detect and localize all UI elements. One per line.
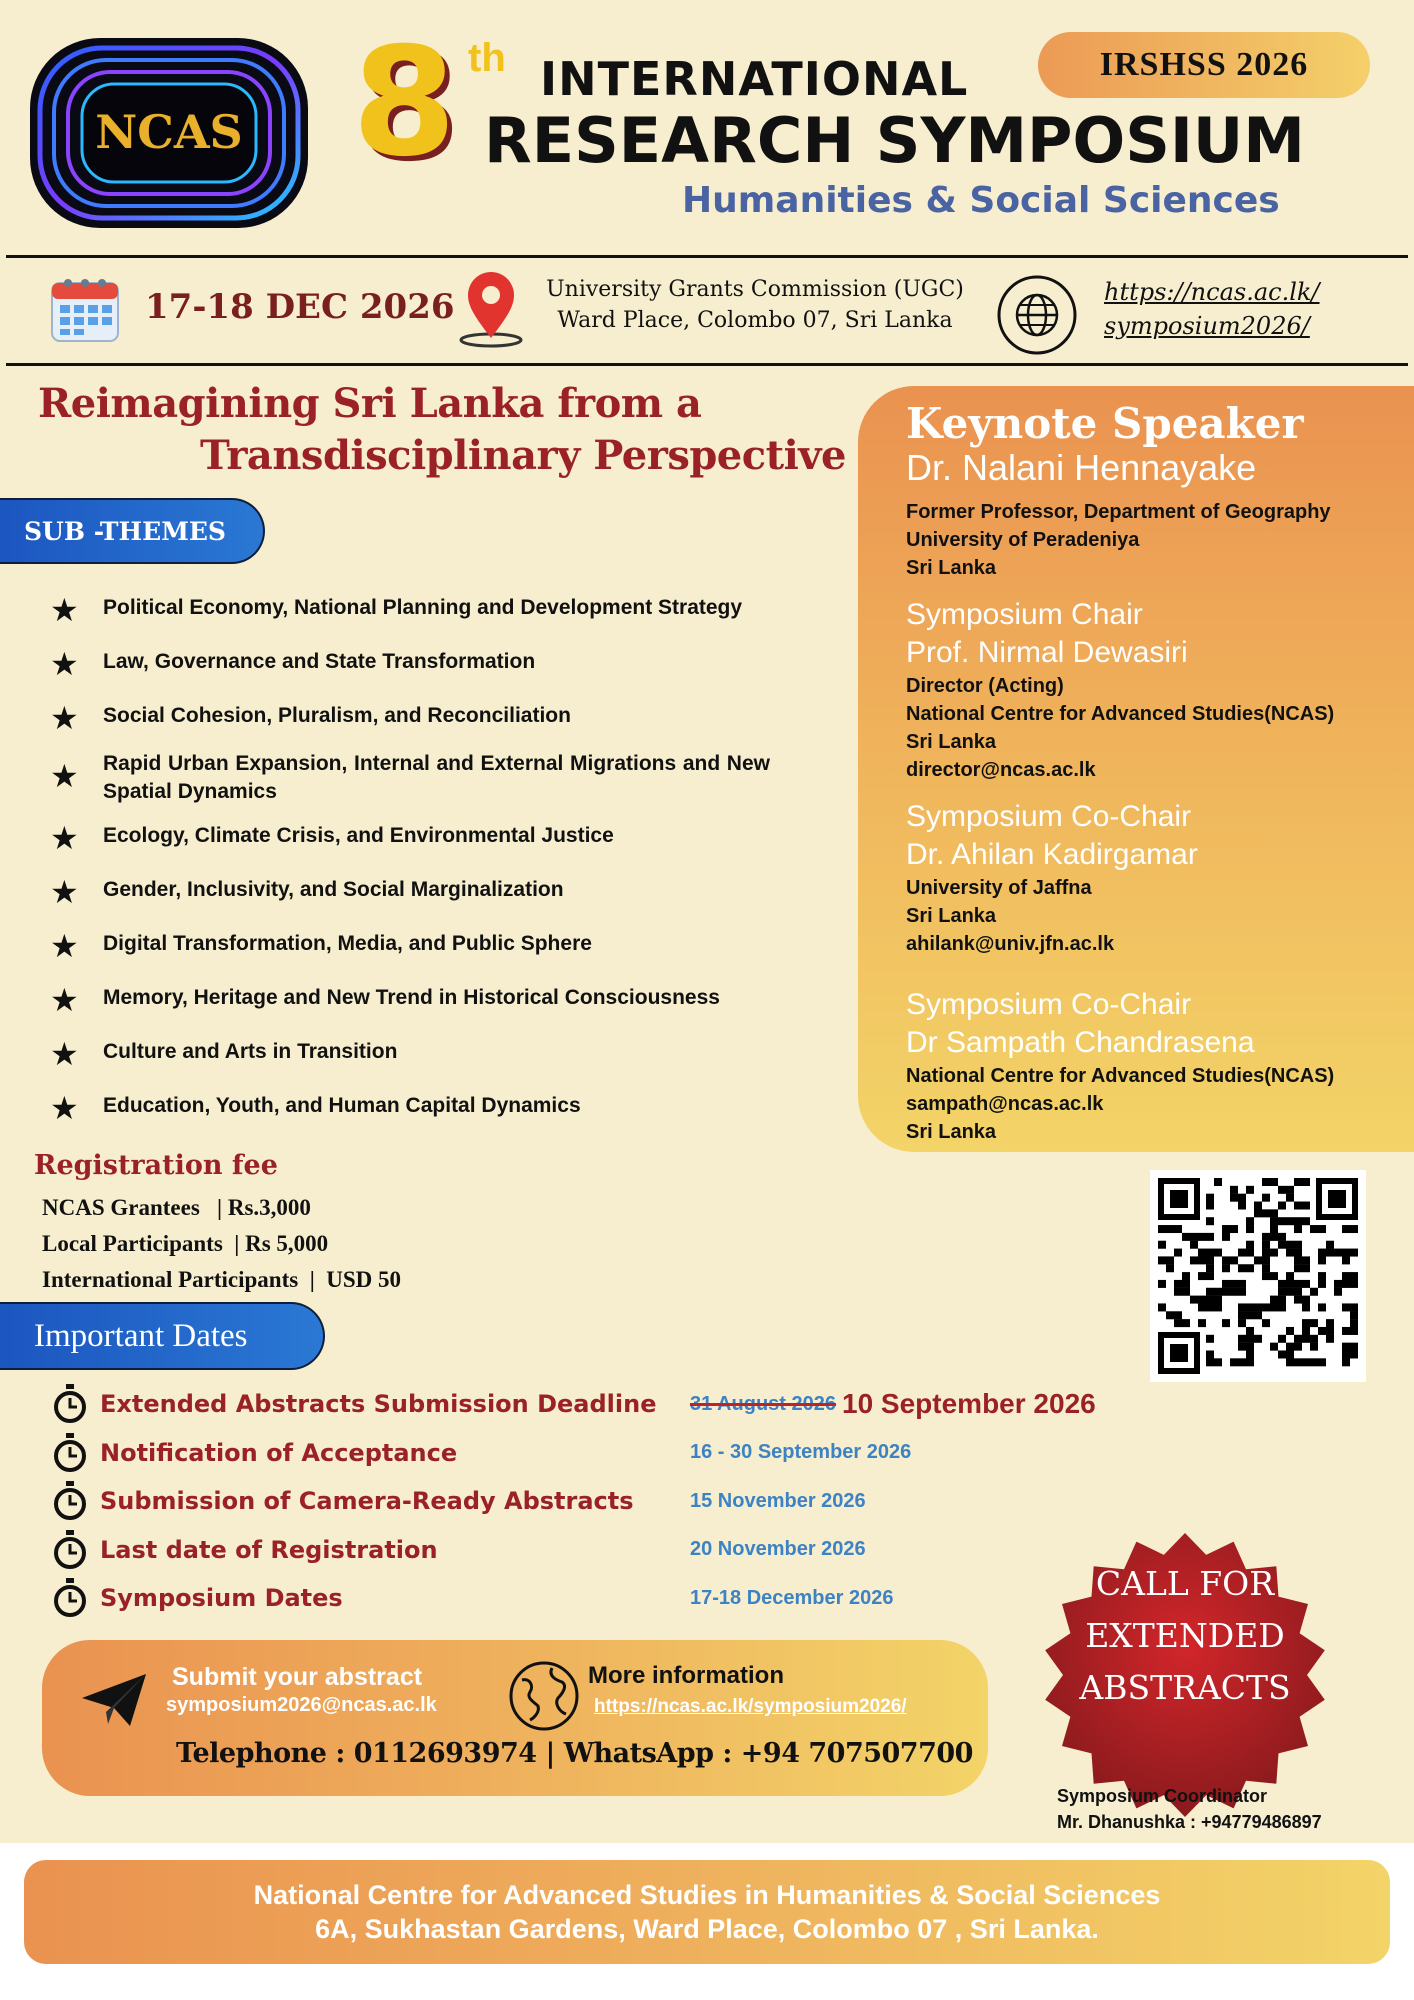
theme-title-line-1: Reimagining Sri Lanka from a xyxy=(38,380,702,427)
subtheme-item: ★ Law, Governance and State Transformation xyxy=(50,646,536,682)
subtheme-item: ★ Rapid Urban Expansion, Internal and External Migrations and New Spatial Dynamics xyxy=(50,752,770,803)
qr-code[interactable] xyxy=(1150,1170,1366,1382)
important-dates-label: Important Dates xyxy=(0,1302,325,1370)
star-icon: ★ xyxy=(50,820,79,856)
footer-address: National Centre for Advanced Studies in Humanities & Social Sciences 6A, Sukhastan Gardens, Ward Place, Colombo 07 , Sri Lanka. xyxy=(24,1860,1390,1964)
more-info-label: More information xyxy=(588,1662,784,1689)
important-dates-list xyxy=(52,1380,1152,1623)
keynote-name: Dr. Nalani Hennayake xyxy=(906,447,1257,488)
globe-icon xyxy=(996,274,1078,356)
ncas-logo xyxy=(26,30,312,235)
star-icon: ★ xyxy=(50,982,79,1018)
subtheme-list xyxy=(50,594,770,1142)
location-pin-icon xyxy=(456,268,526,348)
title-line-1: INTERNATIONAL xyxy=(540,52,969,106)
chair-name: Prof. Nirmal Dewasiri xyxy=(906,636,1188,669)
co-chair-2-detail: Sri Lanka xyxy=(906,1121,997,1143)
divider-bottom xyxy=(6,363,1408,366)
star-icon: ★ xyxy=(50,646,79,682)
more-info-link[interactable]: https://ncas.ac.lk/symposium2026/ xyxy=(594,1696,907,1717)
subtheme-item: ★ Gender, Inclusivity, and Social Marginalization xyxy=(50,874,564,910)
edition-suffix: th xyxy=(468,36,506,80)
stopwatch-icon xyxy=(52,1433,88,1473)
co-chair-1-email[interactable]: ahilank@univ.jfn.ac.lk xyxy=(906,933,1115,955)
star-icon: ★ xyxy=(50,1090,79,1126)
date-row: Extended Abstracts Submission Deadline 31 August 2026 10 September 2026 xyxy=(52,1380,1152,1429)
subtheme-item: ★ Digital Transformation, Media, and Public Sphere xyxy=(50,928,592,964)
date-row: Symposium Dates 17-18 December 2026 xyxy=(52,1574,1152,1623)
keynote-heading: Keynote Speaker xyxy=(906,399,1304,448)
fee-row: NCAS Grantees | Rs.3,000 xyxy=(42,1195,311,1220)
submit-abstract-label: Submit your abstract xyxy=(172,1663,423,1691)
title-line-2: RESEARCH SYMPOSIUM xyxy=(484,104,1305,177)
stopwatch-icon xyxy=(52,1578,88,1618)
venue-line-1: University Grants Commission (UGC) xyxy=(546,277,964,302)
new-deadline: 10 September 2026 xyxy=(842,1388,1096,1420)
subtheme-item: ★ Education, Youth, and Human Capital Dynamics xyxy=(50,1090,581,1126)
star-icon: ★ xyxy=(50,700,79,736)
keynote-detail: Former Professor, Department of Geography xyxy=(906,501,1331,523)
stopwatch-icon xyxy=(52,1481,88,1521)
world-globe-icon xyxy=(508,1660,580,1732)
website-link-line-1[interactable]: https://ncas.ac.lk/ xyxy=(1104,278,1320,306)
divider-top xyxy=(6,255,1408,258)
edition-number: 8 xyxy=(352,16,457,190)
stopwatch-icon xyxy=(52,1384,88,1424)
co-chair-2-role: Symposium Co-Chair xyxy=(906,988,1192,1021)
date-row: Submission of Camera-Ready Abstracts 15 November 2026 xyxy=(52,1477,1152,1526)
co-chair-2-email[interactable]: sampath@ncas.ac.lk xyxy=(906,1093,1104,1115)
venue-line-2: Ward Place, Colombo 07, Sri Lanka xyxy=(557,308,953,333)
co-chair-1-detail: University of Jaffna xyxy=(906,877,1092,899)
subthemes-label: SUB -THEMES xyxy=(0,498,265,564)
svg-text:NCAS: NCAS xyxy=(95,105,243,159)
star-icon: ★ xyxy=(50,1036,79,1072)
calendar-icon xyxy=(50,275,120,343)
co-chair-2-detail: National Centre for Advanced Studies(NCAS) xyxy=(906,1065,1335,1087)
star-icon: ★ xyxy=(50,758,79,794)
chair-email[interactable]: director@ncas.ac.lk xyxy=(906,759,1096,781)
registration-title: Registration fee xyxy=(34,1150,278,1181)
venue xyxy=(530,274,980,336)
submit-email[interactable]: symposium2026@ncas.ac.lk xyxy=(166,1694,437,1716)
fee-row: International Participants | USD 50 xyxy=(42,1267,402,1292)
website-link-line-2[interactable]: symposium2026/ xyxy=(1104,312,1310,340)
website-link[interactable] xyxy=(1104,275,1320,343)
co-chair-1-name: Dr. Ahilan Kadirgamar xyxy=(906,838,1198,871)
subtitle: Humanities & Social Sciences xyxy=(682,180,1280,221)
keynote-detail: University of Peradeniya xyxy=(906,529,1140,551)
speakers-panel xyxy=(858,386,1414,1152)
subtheme-item: ★ Political Economy, National Planning and Development Strategy xyxy=(50,592,743,628)
date-row: Last date of Registration 20 November 2026 xyxy=(52,1526,1152,1575)
paper-plane-icon xyxy=(80,1672,148,1728)
coordinator: Symposium Coordinator Mr. Dhanushka : +94779486897 xyxy=(1057,1786,1322,1832)
fee-row: Local Participants | Rs 5,000 xyxy=(42,1231,329,1256)
phone-whatsapp: Telephone : 0112693974 | WhatsApp : +94 707507700 xyxy=(176,1738,973,1769)
chair-detail: Sri Lanka xyxy=(906,731,997,753)
subtheme-item: ★ Ecology, Climate Crisis, and Environmental Justice xyxy=(50,820,614,856)
keynote-detail: Sri Lanka xyxy=(906,557,997,579)
subtheme-item: ★ Social Cohesion, Pluralism, and Reconciliation xyxy=(50,700,571,736)
acronym-badge: IRSHSS 2026 xyxy=(1038,32,1370,98)
subtheme-item: ★ Culture and Arts in Transition xyxy=(50,1036,398,1072)
registration-fees xyxy=(42,1190,401,1298)
call-for-abstracts: CALL FOR EXTENDED ABSTRACTS xyxy=(1079,1564,1291,1707)
date-row: Notification of Acceptance 16 - 30 September 2026 xyxy=(52,1429,1152,1478)
stopwatch-icon xyxy=(52,1530,88,1570)
subtheme-item: ★ Memory, Heritage and New Trend in Historical Consciousness xyxy=(50,982,720,1018)
theme-title-line-2: Transdisciplinary Perspective xyxy=(200,432,846,479)
star-icon: ★ xyxy=(50,928,79,964)
chair-detail: Director (Acting) xyxy=(906,675,1064,697)
co-chair-1-detail: Sri Lanka xyxy=(906,905,997,927)
chair-role: Symposium Chair xyxy=(906,598,1143,631)
old-deadline: 31 August 2026 xyxy=(690,1392,836,1415)
star-icon: ★ xyxy=(50,874,79,910)
co-chair-2-name: Dr Sampath Chandrasena xyxy=(906,1026,1255,1059)
co-chair-1-role: Symposium Co-Chair xyxy=(906,800,1192,833)
event-date: 17-18 DEC 2026 xyxy=(145,287,455,327)
star-icon: ★ xyxy=(50,592,79,628)
chair-detail: National Centre for Advanced Studies(NCAS) xyxy=(906,703,1335,725)
